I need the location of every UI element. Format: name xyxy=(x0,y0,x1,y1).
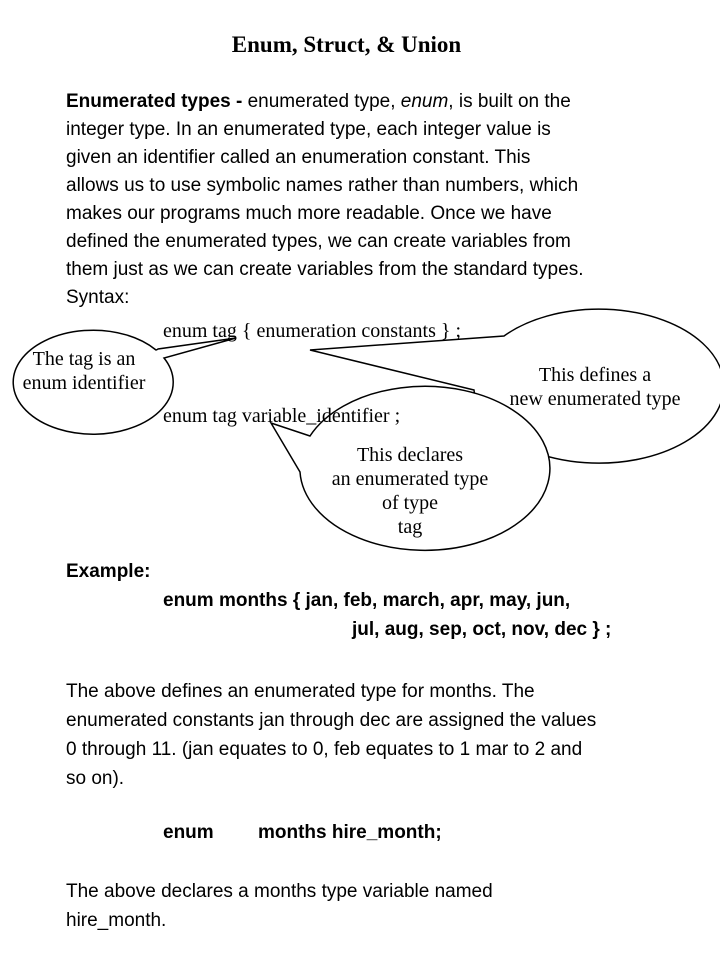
syntax-define-line: enum tag { enumeration constants } ; xyxy=(163,320,462,342)
example-explanation xyxy=(66,677,706,793)
example-code-line-1: enum months { jan, feb, march, apr, may, jun, xyxy=(163,590,571,611)
intro-line-7: them just as we can create variables from the standard types. xyxy=(66,259,584,280)
intro-line-4: allows us to use symbolic names rather than numbers, which xyxy=(66,175,579,196)
term-heading: Enumerated types - xyxy=(66,91,243,112)
syntax-declare-line: enum tag variable_identifier ; xyxy=(163,405,401,427)
explanation-line-4: so on). xyxy=(66,768,125,789)
defines-callout-text: This defines a new enumerated type xyxy=(509,364,681,410)
enum-keyword: enum xyxy=(400,91,449,112)
declaration-enum-keyword: enum xyxy=(163,822,214,843)
example-heading: Example: xyxy=(66,561,151,582)
intro-line-5: makes our programs much more readable. Once we have xyxy=(66,203,552,224)
tag-callout-text: The tag is an enum identifier xyxy=(22,348,146,394)
page-title: Enum, Struct, & Union xyxy=(231,32,462,57)
intro-line-3: given an identifier called an enumeration constant. This xyxy=(66,147,531,168)
explanation-line-1: The above defines an enumerated type for months. The xyxy=(66,681,535,702)
declaration-explanation-line-1: The above declares a months type variable named xyxy=(66,881,493,902)
intro-line-6: defined the enumerated types, we can create variables from xyxy=(66,231,571,252)
declares-callout-text: This declares an enumerated type of type tag xyxy=(331,444,489,538)
declaration-explanation xyxy=(66,877,706,935)
declaration-explanation-line-2: hire_month. xyxy=(66,910,167,931)
syntax-label: Syntax: xyxy=(66,287,130,308)
example-code-line-2: jul, aug, sep, oct, nov, dec } ; xyxy=(352,619,612,640)
explanation-line-3: 0 through 11. (jan equates to 0, feb equates to 1 mar to 2 and xyxy=(66,739,583,760)
intro-line-2: integer type. In an enumerated type, each integer value is xyxy=(66,119,551,140)
intro-line-1: Enumerated types - enumerated type, enum, is built on the xyxy=(66,91,571,112)
declaration-statement: months hire_month; xyxy=(258,822,442,843)
explanation-line-2: enumerated constants jan through dec are assigned the values xyxy=(66,710,597,731)
